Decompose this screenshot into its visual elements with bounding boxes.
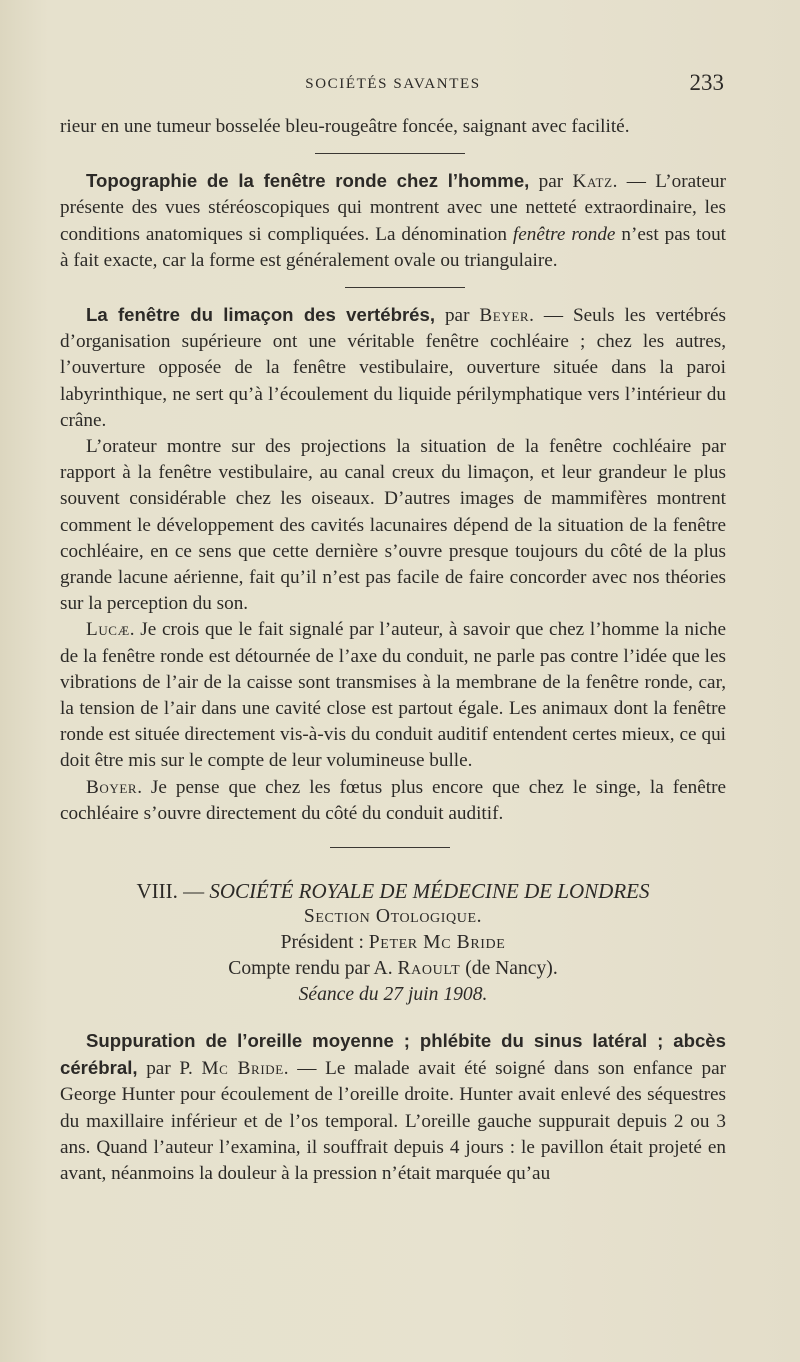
katz-paragraph — [60, 168, 726, 274]
section-title-line — [60, 878, 726, 904]
mcbride-body: . — Le malade avait été soigné dans son enfance par George Hunter pour écoulement de l’oreille droite. Hunter avait enlevé des séquestres du maxillaire inférieur et de l’os temporal. L’oreille gauche suppurait depuis 2 ou 3 ans. Quand l’auteur l’examina, il souffrait depuis 4 jours : le pavillon était projeté en avant, néanmoins la douleur à la pression n’était marquée qu’au — [60, 1058, 726, 1185]
president-line — [60, 930, 726, 956]
boyer-name: Boyer — [86, 776, 138, 798]
president-name: Peter Mc Bride — [368, 932, 506, 954]
report-line — [60, 956, 726, 982]
katz-body-a: . — L’orateur présente des vues stéréoscopiques qui montrent avec une netteté extraordinaire, les conditions anatomiques si compliquées. La dénomination — [60, 171, 726, 245]
lucae-body: . Je crois que le fait signalé par l’auteur, à savoir que chez l’homme la niche de la fenêtre ronde est détournée de l’axe du conduit, ne parle pas contre l’idée que les vibrations de l’air de la caisse sont transmises à la membrane de la fenêtre ronde, car, la tension de l’air dans une cavité close est partout égale. Les animaux dont la fenêtre ronde est située directement vis-à-vis du conduit auditif entendent certes mieux, ce qui doit être mis sur le compte de leur volumineuse bulle. — [60, 619, 726, 772]
president-label: Président : — [280, 932, 369, 954]
katz-body-b: n’est pas tout à fait exacte, car la forme est généralement ovale ou triangulaire. — [60, 223, 726, 271]
beyer-title: La fenêtre du limaçon des vertébrés, — [86, 304, 436, 326]
katz-author: Katz — [572, 171, 613, 193]
mcbride-by: par P. — [137, 1058, 202, 1080]
section-subtitle: Section Otologique. — [303, 906, 483, 928]
section-name: SOCIÉTÉ ROYALE DE MÉDECINE DE LONDRES — [209, 879, 650, 904]
katz-title: Topographie de la fenêtre ronde chez l’homme, — [86, 170, 530, 192]
text-block — [60, 70, 726, 1187]
lucae-name: Lucæ — [86, 619, 130, 641]
mcbride-author: Mc Bride — [201, 1058, 284, 1080]
beyer-body: . — Seuls les vertébrés d’organisation supérieure ont une véritable fenêtre cochléaire ; chez les autres, l’ouverture opposée de la fenêtre vestibulaire, ouverture située dans la paroi labyrinthique, ne sert qu’à l’écoulement du liquide périlymphatique vers l’intérieur du crâne. — [60, 305, 726, 431]
beyer-by: par — [435, 305, 480, 327]
running-head — [60, 70, 726, 104]
boyer-paragraph — [60, 775, 726, 827]
page-number: 233 — [689, 70, 724, 95]
report-label: Compte rendu par A. — [228, 958, 398, 980]
separator-rule — [330, 847, 450, 848]
katz-term: fenêtre ronde — [512, 223, 616, 245]
katz-by: par — [529, 171, 573, 193]
mcbride-title: Suppuration de l’oreille moyenne ; phlébite du sinus latéral ; abcès cérébral, — [60, 1030, 726, 1079]
beyer-paragraph — [60, 302, 726, 434]
session-date — [60, 982, 726, 1008]
session-text: Séance du 27 juin 1908. — [298, 984, 488, 1006]
boyer-body: . Je pense que chez les fœtus plus encore que chez le singe, la fenêtre cochléaire s’ouvre directement du côté du conduit auditif. — [60, 776, 726, 824]
section-heading — [60, 878, 726, 1008]
mcbride-paragraph — [60, 1028, 726, 1187]
running-title: SOCIÉTÉS SAVANTES — [305, 76, 481, 92]
lucae-paragraph — [60, 617, 726, 774]
separator-rule — [315, 153, 465, 154]
reporter-name: Raoult — [397, 958, 461, 980]
beyer-paragraph-2: L’orateur montre sur des projections la situation de la fenêtre cochléaire par rapport à la fenêtre vestibulaire, au canal creux du limaçon, et leur grandeur le plus souvent considérable chez les oiseaux. D’autres images de mammifères montrent comment le développement des cavités lacunaires dépend de la situation de la fenêtre cochléaire, en ce sens que cette dernière s’ouvre presque toujours du côté de la plus grande lacune aérienne, fait qu’il n’est pas facile de faire concorder avec nos théories sur la perception du son. — [60, 436, 726, 615]
reporter-place: (de Nancy). — [460, 958, 558, 980]
separator-rule — [345, 287, 465, 288]
beyer-author: Beyer — [479, 305, 530, 327]
section-number: VIII. — — [136, 879, 210, 904]
continued-paragraph: rieur en une tumeur bosselée bleu-rougeâtre foncée, saignant avec facilité. — [60, 116, 630, 137]
